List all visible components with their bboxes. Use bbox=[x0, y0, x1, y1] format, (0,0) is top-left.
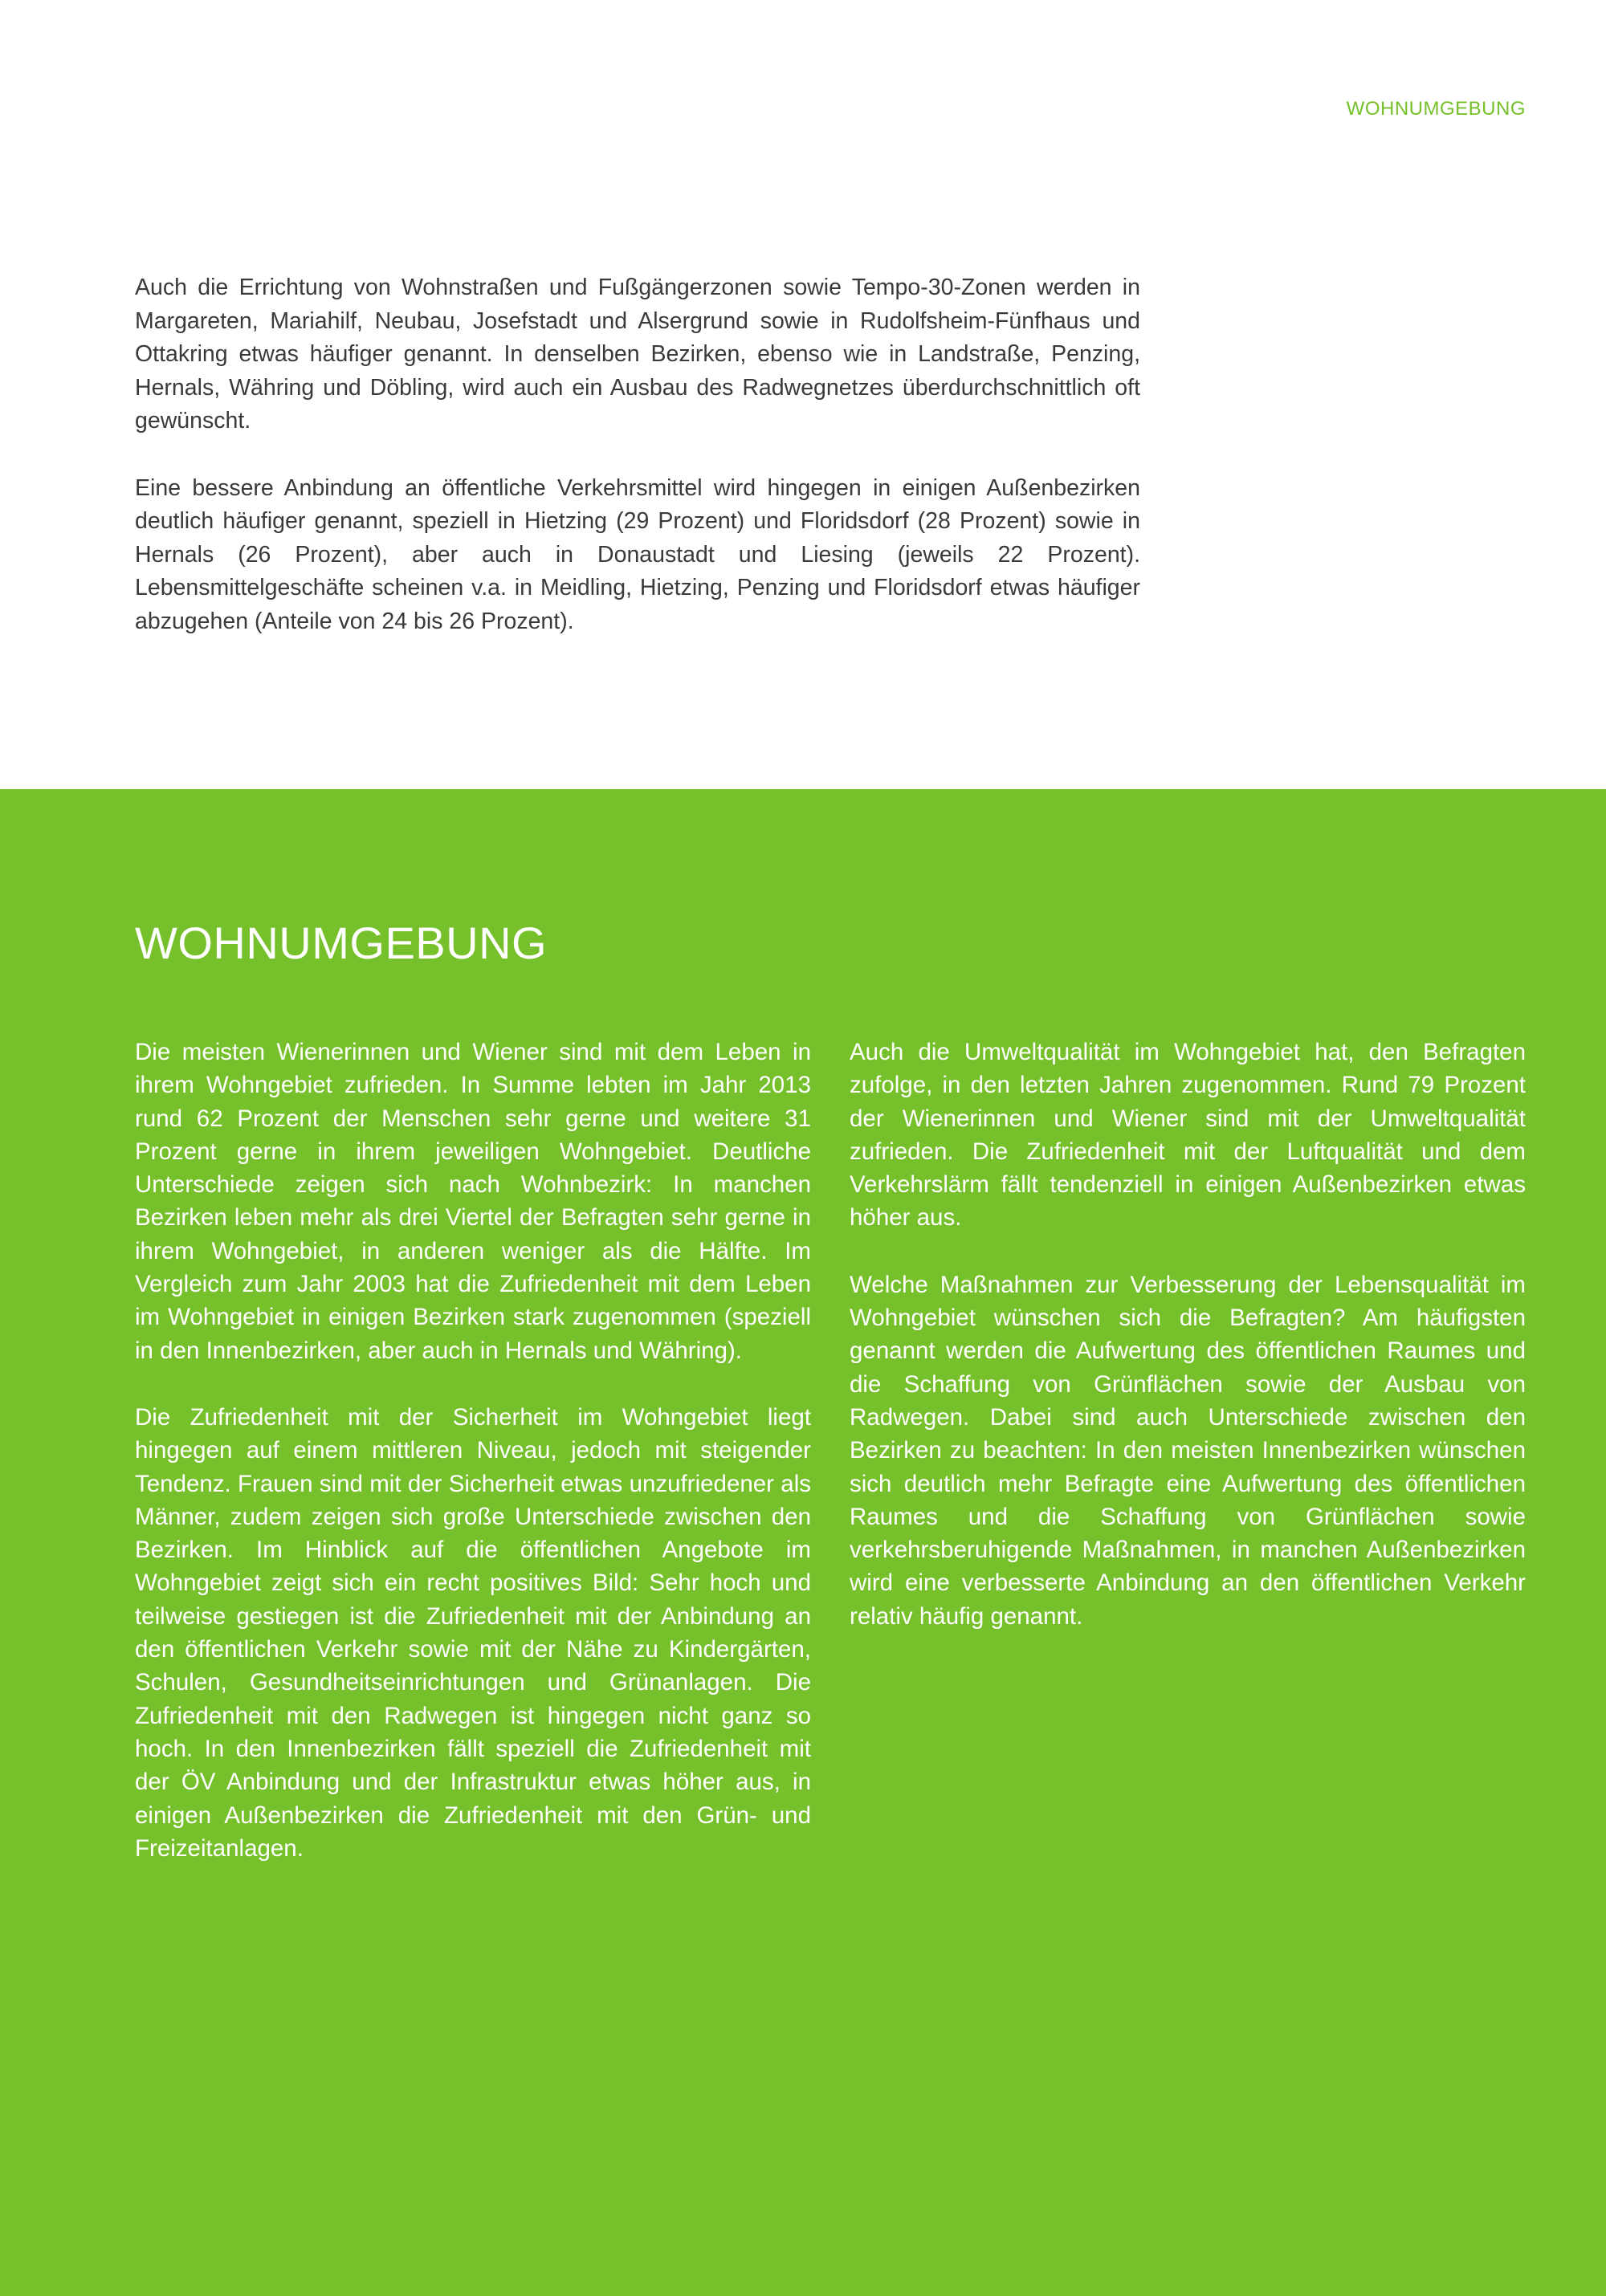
intro-paragraph: Auch die Errichtung von Wohnstraßen und Fußgängerzonen sowie Tempo-30-Zonen werden in Margareten, Mariahilf, Neubau, Josefstadt und Alsergrund sowie in Rudolfsheim-Fünfhaus und Ottakring etwas häufiger genannt. In denselben Bezirken, ebenso wie in Landstraße, Penzing, Hernals, Währing und Döbling, wird auch ein Ausbau des Radwegnetzes überdurchschnittlich oft gewünscht. bbox=[135, 275, 1140, 434]
body-paragraph: Auch die Umweltqualität im Wohngebiet hat, den Befragten zufolge, in den letzten Jahren zugenommen. Rund 79 Prozent der Wienerinnen und Wiener sind mit der Umweltqualität zufrieden. Die Zufriedenheit mit der Luftqualität und dem Verkehrslärm fällt tendenziell in einigen Außenbezirken etwas höher aus. bbox=[850, 1039, 1526, 1231]
right-column bbox=[850, 1036, 1526, 1667]
body-paragraph: Die meisten Wienerinnen und Wiener sind mit dem Leben in ihrem Wohngebiet zufrieden. In Summe lebten im Jahr 2013 rund 62 Prozent der Menschen sehr gerne und weitere 31 Prozent gerne in ihrem jeweiligen Wohngebiet. Deutliche Unterschiede zeigen sich nach Wohnbezirk: In manchen Bezirken leben mehr als drei Viertel der Befragten sehr gerne in ihrem Wohngebiet, in anderen weniger als die Hälfte. Im Vergleich zum Jahr 2003 hat die Zufriedenheit mit dem Leben im Wohngebiet in einigen Bezirken stark zugenommen (speziell in den Innenbezirken, aber auch in Hernals und Währing). bbox=[135, 1039, 811, 1364]
body-paragraph: Die Zufriedenheit mit der Sicherheit im Wohngebiet liegt hingegen auf einem mittleren Niveau, jedoch mit steigender Tendenz. Frauen sind mit der Sicherheit etwas unzufriedener als Männer, zudem zeigen sich große Unterschiede zwischen den Bezirken. Im Hinblick auf die öffentlichen Angebote im Wohngebiet zeigt sich ein recht positives Bild: Sehr hoch und teilweise gestiegen ist die Zufriedenheit mit der Anbindung an den öffentlichen Verkehr sowie mit der Nähe zu Kindergärten, Schulen, Gesundheitseinrichtungen und Grünanlagen. Die Zufriedenheit mit den Radwegen ist hingegen nicht ganz so hoch. In den Innenbezirken fällt speziell die Zufriedenheit mit der ÖV Anbindung und der Infrastruktur etwas höher aus, in einigen Außenbezirken die Zufriedenheit mit den Grün- und Freizeitanlagen. bbox=[135, 1403, 811, 1862]
left-column bbox=[135, 1036, 811, 1899]
body-paragraph: Welche Maßnahmen zur Verbesserung der Lebensqualität im Wohngebiet wünschen sich die Befragten? Am häufigsten genannt werden die Aufwertung des öffentlichen Raumes und die Schaffung von Grünflächen sowie der Ausbau von Radwegen. Dabei sind auch Unterschiede zwischen den Bezirken zu beachten: In den meisten Innenbezirken wünschen sich deutlich mehr Befragte eine Aufwertung des öffentlichen Raumes und die Schaffung von Grünflächen sowie verkehrsberuhigende Maßnahmen, in manchen Außenbezirken wird eine verbesserte Anbindung an den öffentlichen Verkehr relativ häufig genannt. bbox=[850, 1271, 1526, 1630]
running-header: WOHNUMGEBUNG bbox=[1346, 98, 1526, 120]
section-title: WOHNUMGEBUNG bbox=[135, 918, 548, 968]
intro-paragraph: Eine bessere Anbindung an öffentliche Verkehrsmittel wird hingegen in einigen Außenbezirken deutlich häufiger genannt, speziell in Hietzing (29 Prozent) und Floridsdorf (28 Prozent) sowie in Hernals (26 Prozent), aber auch in Donaustadt und Liesing (jeweils 22 Prozent). Lebensmittelgeschäfte scheinen v.a. in Meidling, Hietzing, Penzing und Floridsdorf etwas häufiger abzugehen (Anteile von 24 bis 26 Prozent). bbox=[135, 474, 1140, 634]
intro-text bbox=[135, 271, 1140, 672]
